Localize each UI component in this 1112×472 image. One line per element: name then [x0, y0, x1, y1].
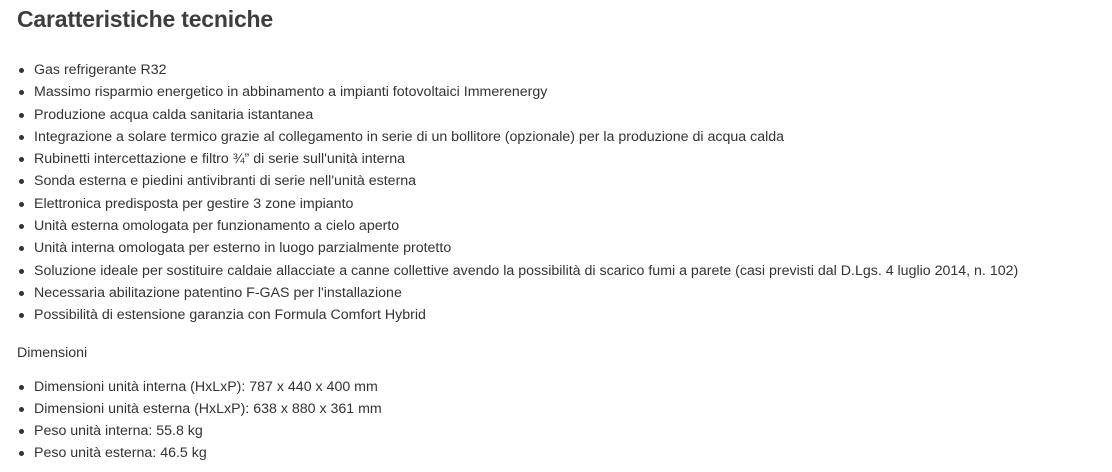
list-item: [17, 148, 1112, 170]
bullet-icon: [19, 407, 24, 412]
section-title: Caratteristiche tecniche: [17, 6, 273, 32]
list-item: [17, 376, 1112, 398]
feature-text: Produzione acqua calda sanitaria istantanea: [34, 106, 314, 123]
list-item: [17, 442, 1112, 464]
list-item: [17, 59, 1112, 81]
list-item: [17, 304, 1112, 326]
bullet-icon: [19, 385, 24, 390]
list-item: [17, 104, 1112, 126]
bullet-icon: [19, 224, 24, 229]
list-item: [17, 237, 1112, 259]
list-item: [17, 398, 1112, 420]
dimension-text: Peso unità interna: 55.8 kg: [34, 423, 203, 440]
bullet-icon: [19, 157, 24, 162]
dimensions-list: [17, 376, 1112, 465]
dimension-text: Dimensioni unità interna (HxLxP): 787 x 440 x 400 mm: [34, 378, 378, 395]
feature-text: Gas refrigerante R32: [34, 62, 167, 78]
bullet-icon: [19, 202, 24, 207]
bullet-icon: [19, 291, 24, 296]
list-item: [17, 170, 1112, 192]
list-item: [17, 126, 1112, 148]
feature-text: Necessaria abilitazione patentino F-GAS per l'installazione: [34, 284, 402, 301]
feature-text: Unità interna omologata per esterno in luogo parzialmente protetto: [34, 240, 452, 257]
bullet-icon: [19, 68, 24, 73]
dimension-text: Peso unità esterna: 46.5 kg: [34, 445, 207, 462]
bullet-icon: [19, 135, 24, 140]
bullet-icon: [19, 113, 24, 118]
list-item: [17, 81, 1112, 103]
feature-text: Elettronica predisposta per gestire 3 zone impianto: [34, 195, 354, 212]
feature-text: Unità esterna omologata per funzionamento a cielo aperto: [34, 218, 400, 235]
feature-text: Massimo risparmio energetico in abbinamento a impianti fotovoltaici Immerenergy: [34, 84, 548, 101]
bullet-icon: [19, 90, 24, 95]
specs-section: [17, 0, 1112, 465]
bullet-icon: [19, 451, 24, 456]
list-item: [17, 215, 1112, 237]
bullet-icon: [19, 313, 24, 318]
feature-text: Sonda esterna e piedini antivibranti di serie nell'unità esterna: [34, 173, 417, 190]
bullet-icon: [19, 269, 24, 274]
list-item: [17, 420, 1112, 442]
dimensions-heading: Dimensioni: [17, 344, 88, 361]
list-item: [17, 260, 1112, 282]
list-item: [17, 282, 1112, 304]
features-list: [17, 59, 1112, 327]
list-item: [17, 193, 1112, 215]
feature-text: Possibilità di estensione garanzia con Formula Comfort Hybrid: [34, 307, 426, 324]
feature-text: Soluzione ideale per sostituire caldaie allacciate a canne collettive avendo la possibilità di scarico fumi a parete (casi previsti dal D.Lgs. 4 luglio 2014, n. 102): [34, 262, 1019, 279]
bullet-icon: [19, 429, 24, 434]
feature-text: Integrazione a solare termico grazie al collegamento in serie di un bollitore (opzionale) per la produzione di acqua calda: [34, 128, 785, 145]
bullet-icon: [19, 179, 24, 184]
dimension-text: Dimensioni unità esterna (HxLxP): 638 x 880 x 361 mm: [34, 400, 382, 417]
feature-text: Rubinetti intercettazione e filtro ¾” di serie sull'unità interna: [34, 151, 405, 168]
bullet-icon: [19, 246, 24, 251]
